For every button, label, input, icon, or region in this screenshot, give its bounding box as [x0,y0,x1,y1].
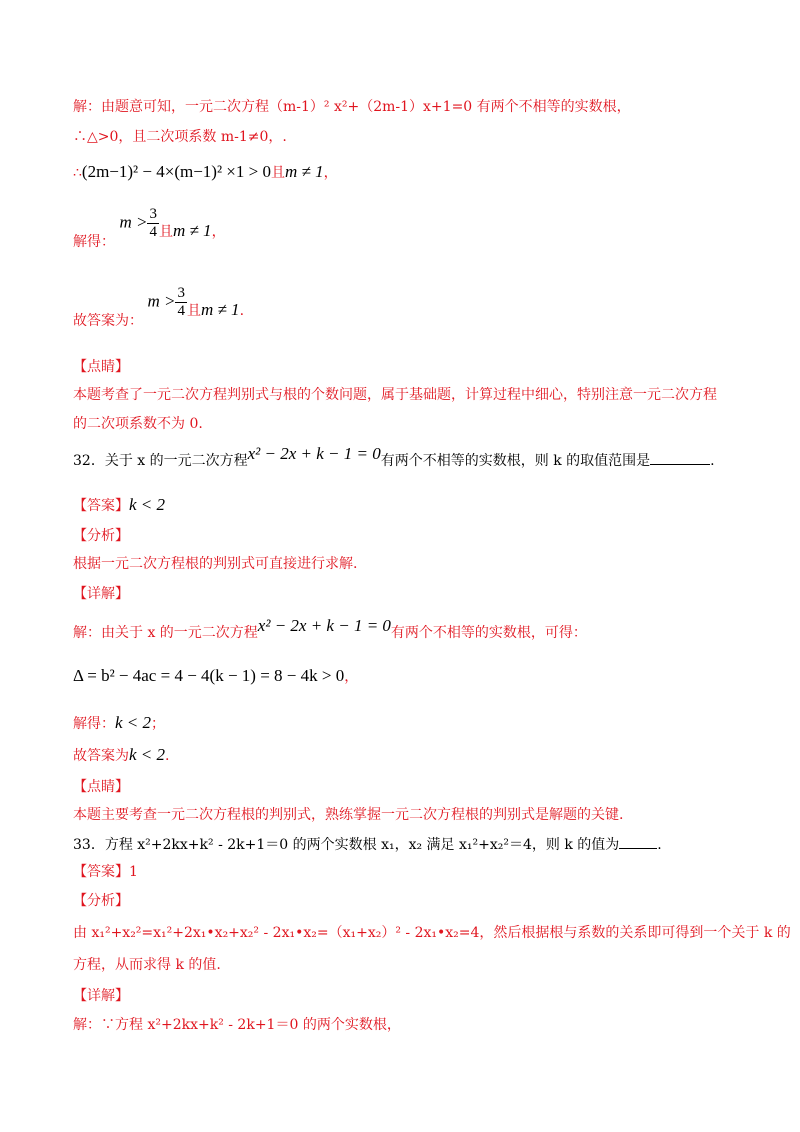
section-xiangjie-33: 【详解】 [73,988,129,1004]
solution-line-2: ∴△>0，且二次项系数 m-1≠0，. [73,129,287,145]
section-dianjing-2: 【点睛】 [73,779,129,795]
fenxi-33-line-2: 方程，从而求得 k 的值. [73,957,221,973]
answer-blank[interactable] [619,834,657,849]
answer-blank[interactable] [650,450,710,465]
dianjing-1-body-1: 本题考查了一元二次方程判别式与根的个数问题，属于基础题，计算过程中细心，特别注意一元二次方程 [73,387,717,403]
solution-line-4: 解得： m > $\frac{3}{4}$ 且m ≠ 1， [73,206,226,250]
fenxi-32-body: 根据一元二次方程根的判别式可直接进行求解. [73,556,358,572]
section-fenxi-32: 【分析】 [73,528,129,544]
question-32: 32．关于 x 的一元二次方程x² − 2x + k − 1 = 0有两个不相等的实数根，则 k 的取值范围是 . [73,444,715,469]
answer-line: 故答案为： m > $\frac{3}{4}$ 且m ≠ 1. [73,285,245,329]
xiangjie-32-line-1: 解：由关于 x 的一元二次方程x² − 2x + k − 1 = 0有两个不相等的实数根，可得： [73,616,587,641]
section-xiangjie-32: 【详解】 [73,586,129,602]
solution-line-3: ∴(2m−1)² − 4×(m−1)² ×1 > 0且m ≠ 1， [73,162,338,181]
answer-33: 【答案】1 [73,864,138,880]
answer-32: 【答案】k < 2 [73,495,166,514]
xiangjie-32-line-4: 故答案为k < 2. [73,745,170,764]
dianjing-2-body: 本题主要考查一元二次方程根的判别式，熟练掌握一元二次方程根的判别式是解题的关键. [73,807,624,823]
dianjing-1-body-2: 的二次项系数不为 0. [73,416,203,432]
section-dianjing-1: 【点睛】 [73,359,129,375]
section-fenxi-33: 【分析】 [73,893,129,909]
question-33: 33．方程 x²+2kx+k² - 2k+1＝0 的两个实数根 x₁，x₂ 满足 x₁²+x₂²＝4，则 k 的值为 . [73,834,662,855]
xiangjie-32-line-2: Δ = b² − 4ac = 4 − 4(k − 1) = 8 − 4k > 0， [73,666,359,685]
solution-line-1: 解：由题意可知，一元二次方程（m-1）² x²+（2m-1）x+1=0 有两个不相等的实数根， [73,99,631,115]
xiangjie-32-line-3: 解得：k < 2； [73,713,166,732]
xiangjie-33-line-1: 解：∵方程 x²+2kx+k² - 2k+1＝0 的两个实数根， [73,1017,401,1033]
fenxi-33-line-1: 由 x₁²+x₂²=x₁²+2x₁•x₂+x₂² - 2x₁•x₂=（x₁+x₂）² - 2x₁•x₂=4，然后根据根与系数的关系即可得到一个关于 k 的 [73,925,791,941]
